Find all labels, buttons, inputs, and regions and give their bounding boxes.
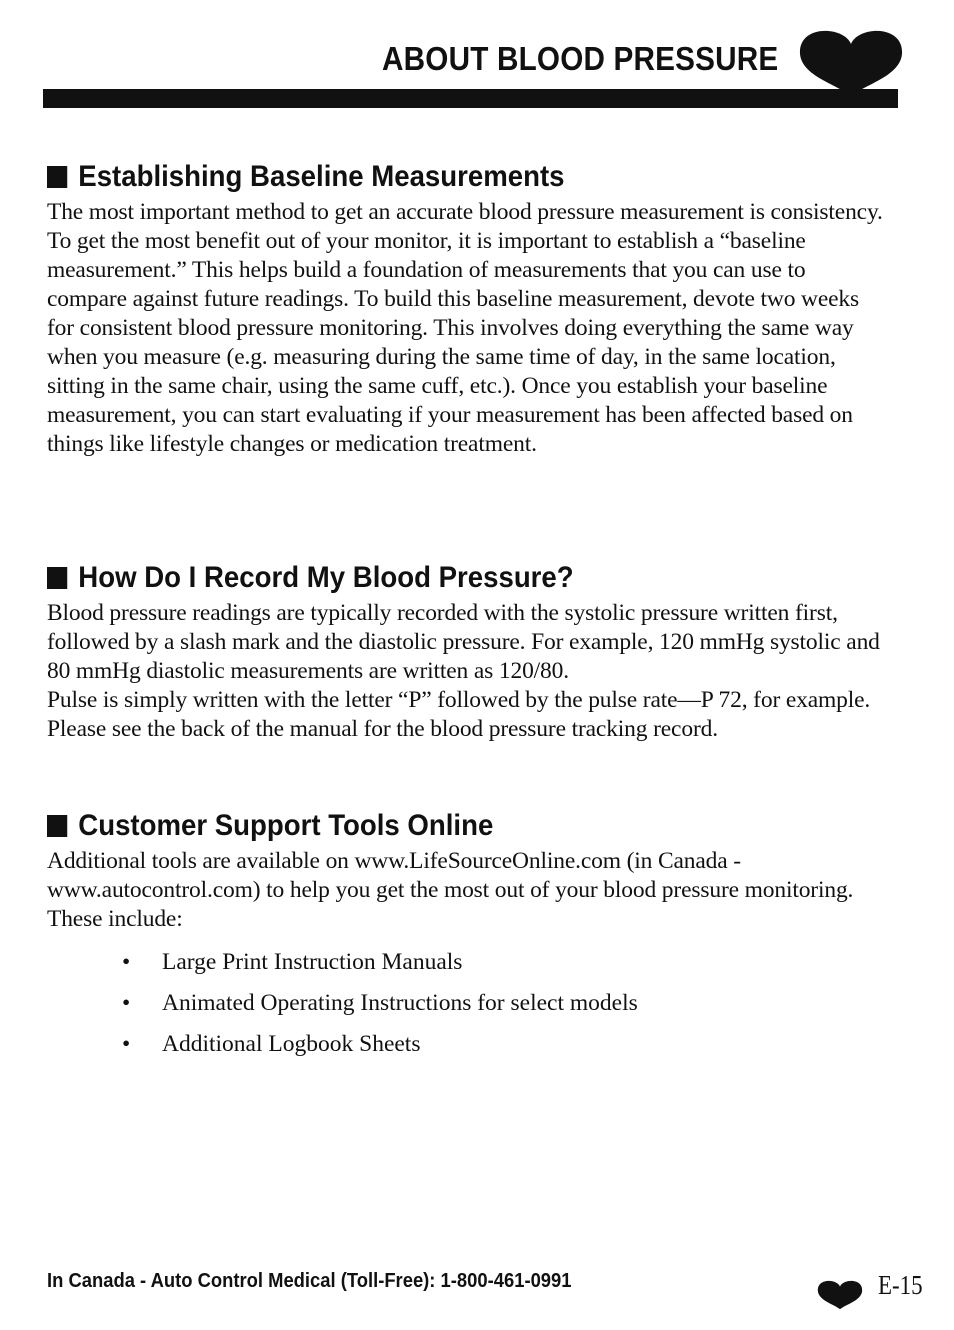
square-icon (47, 815, 67, 837)
section-paragraph: Additional tools are available on www.LifeSourceOnline.com (in Canada - www.autocontrol.com) to help you get the most out of your blood pressure monitoring. These include: (47, 848, 854, 932)
section-paragraph: Pulse is simply written with the letter “P” followed by the pulse rate—P 72, for example. Please see the back of the manual for the blood pressure tracking record. (47, 687, 871, 742)
bullet-list (47, 948, 887, 1059)
bullet-icon: • (122, 949, 131, 975)
bullet-icon: • (122, 990, 131, 1016)
section-heading (47, 809, 820, 843)
section-paragraph: Blood pressure readings are typically recorded with the systolic pressure written first, followed by a slash mark and the diastolic pressure. For example, 120 mmHg systolic and 80 mmHg diastolic measurements are written as 120/80. (47, 600, 880, 684)
header-rule (43, 89, 898, 108)
section-heading-text: Establishing Baseline Measurements (78, 160, 565, 193)
section-heading (47, 561, 820, 595)
heart-icon (817, 1276, 863, 1312)
section-record (47, 561, 887, 744)
heart-icon (798, 26, 904, 96)
page-title: ABOUT BLOOD PRESSURE (381, 40, 778, 77)
section-support (47, 809, 887, 1071)
list-item: • Large Print Instruction Manuals (122, 949, 463, 975)
section-heading-text: Customer Support Tools Online (78, 809, 494, 842)
section-heading (47, 160, 820, 194)
section-baseline (47, 160, 887, 459)
bullet-icon: • (122, 1031, 131, 1057)
square-icon (47, 567, 67, 589)
square-icon (47, 166, 67, 188)
footer-contact: In Canada - Auto Control Medical (Toll-Free): 1-800-461-0991 (47, 1270, 572, 1292)
list-item: • Additional Logbook Sheets (122, 1031, 421, 1057)
page-number: E-15 (878, 1270, 923, 1300)
section-paragraph: The most important method to get an accurate blood pressure measurement is consistency. To get the most benefit out of your monitor, it is important to establish a “baseline measurement.” This helps build a foundation of measurements that you can use to compare against future readings. To build this baseline measurement, devote two weeks for consistent blood pressure monitoring. This involves doing everything the same way when you measure (e.g. measuring during the same time of day, in the same location, sitting in the same chair, using the same cuff, etc.). Once you establish your baseline measurement, you can start evaluating if your measurement has been affected based on things like lifestyle changes or medication treatment. (47, 199, 883, 457)
section-heading-text: How Do I Record My Blood Pressure? (78, 561, 574, 594)
list-item: • Animated Operating Instructions for select models (122, 990, 638, 1016)
